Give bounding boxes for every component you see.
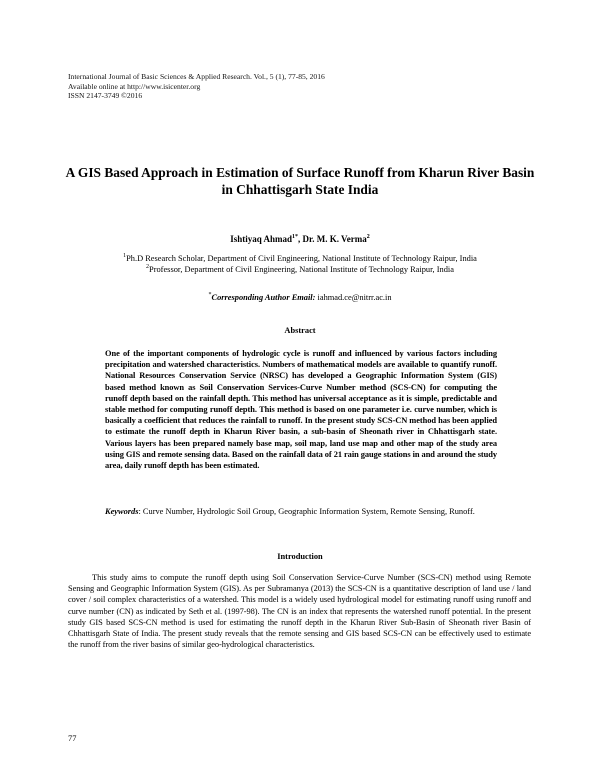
affiliations — [60, 253, 540, 275]
introduction-text: This study aims to compute the runoff depth using Soil Conservation Service-Curve Number (SCS-CN) method using Remote Sensing and Geographic Information System (GIS). As per Subramanya (2013) the SCS-CN is a quantitative description of land use / land cover / soil complex characteristics of a watershed. This model is a widely used hydrological model for estimating runoff using runoff and curve number (CN) as indicated by Seth et al. (1997-98). The CN is an index that represents the watershed runoff potential. In the present study GIS based SCS-CN method is used for estimating the runoff depth in the Kharun River Sub-Basin of Sheonath river Basin of Chhattisgarh State of India. The present study reveals that the remote sensing and GIS based SCS-CN can be effectively used to estimate the runoff from the river basins of similar geo-hydrological characteristics. — [68, 573, 531, 650]
affiliation-2-text: Professor, Department of Civil Engineering, National Institute of Technology Raipur, India — [149, 265, 454, 274]
author-1-marker: 1* — [292, 234, 299, 240]
affiliation-2-marker: 2 — [146, 264, 150, 271]
journal-citation: International Journal of Basic Sciences & Applied Research. Vol., 5 (1), 77-85, 2016 — [68, 72, 325, 81]
journal-header — [68, 72, 538, 101]
corresponding-email[interactable]: iahmad.ce@nitrr.ac.in — [317, 293, 392, 302]
page-number: 77 — [68, 734, 77, 743]
affiliation-1-text: Ph.D Research Scholar, Department of Civil Engineering, National Institute of Technology Raipur, India — [126, 254, 477, 263]
keywords — [105, 506, 497, 517]
corresponding-label: Corresponding Author Email: — [211, 293, 316, 302]
journal-issn: ISSN 2147-3749 ©2016 — [68, 91, 143, 101]
corresponding-author — [60, 292, 540, 303]
corresponding-marker: * — [208, 292, 212, 299]
author-separator: , — [298, 234, 303, 244]
abstract-text: One of the important components of hydrologic cycle is runoff and influenced by various factors including precipitation and watershed characteristics. Numbers of mathematical models are available to quantify runoff. National Resources Conservation Service (NRSC) has developed a Geographic Information System (GIS) based method known as Soil Conservation Services-Curve Number method (SCS-CN) for computing the runoff depth based on the rainfall depth. This method has universal acceptance as it is simple, predictable and stable method for computing runoff depth. This method is based on one parameter i.e. curve number, which is basically a coefficient that reduces the rainfall to runoff. In the present study SCS-CN method has been applied to estimate the runoff depth in Kharun River basin, a sub-basin of Sheonath river in Chhattisgarh state. Various layers has been prepared namely base map, soil map, land use map and other map of the study area using GIS and remote sensing data. Based on the rainfall data of 21 rain gauge stations in and around the study area, daily runoff depth has been estimated. — [105, 349, 497, 471]
abstract-heading: Abstract — [284, 326, 316, 335]
keywords-label: Keywords — [105, 507, 139, 516]
author-1-name: Ishtiyaq Ahmad — [230, 234, 293, 244]
author-list — [60, 233, 540, 245]
introduction-heading: Introduction — [277, 552, 323, 561]
paper-title: A GIS Based Approach in Estimation of Surface Runoff from Kharun River Basin in Chhattisgarh State India — [65, 165, 535, 197]
affiliation-2 — [60, 264, 540, 275]
author-2-name: Dr. M. K. Verma — [302, 234, 367, 244]
affiliation-1-marker: 1 — [123, 253, 127, 260]
affiliation-1 — [60, 253, 540, 264]
keywords-text: : Curve Number, Hydrologic Soil Group, Geographic Information System, Remote Sensing, Runoff. — [138, 507, 475, 516]
journal-url: Available online at http://www.isicenter.org — [68, 81, 201, 91]
author-2-marker: 2 — [366, 234, 370, 240]
